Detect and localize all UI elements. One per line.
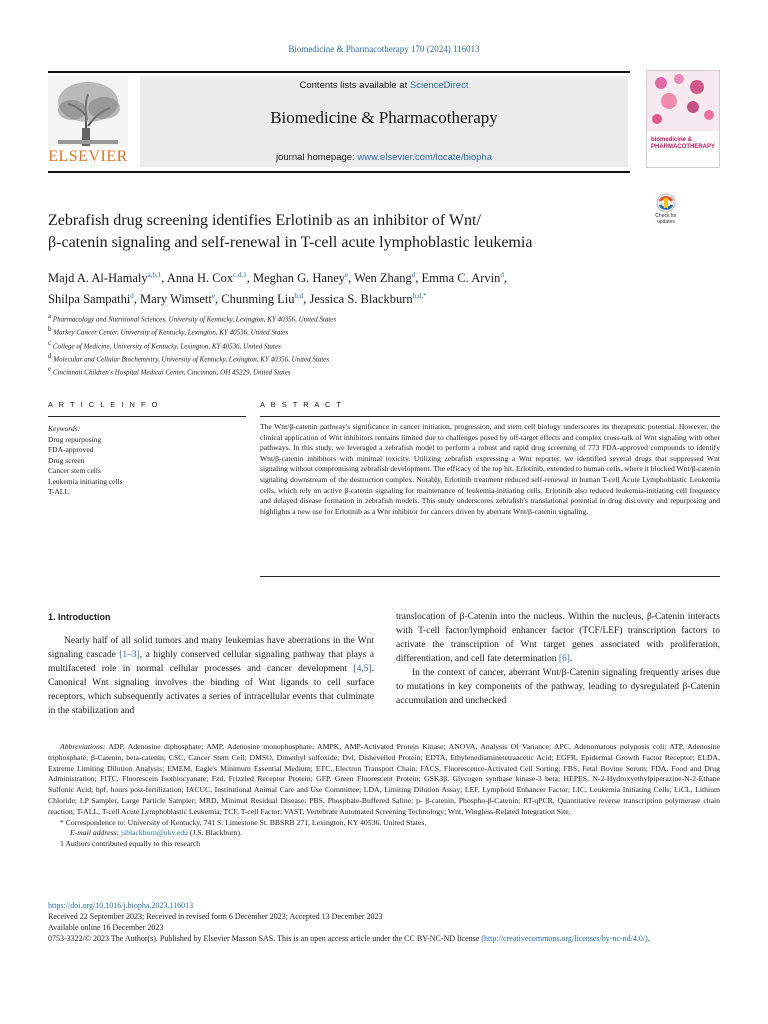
correspondence-footnote: * Correspondence to: University of Kentucky, 741 S. Limestone St. BBSRB 271, Lexington, KY 40536, United States. bbox=[60, 817, 427, 827]
abstract-rule bbox=[260, 416, 720, 417]
header-rule-top bbox=[48, 71, 630, 73]
article-info-rule bbox=[48, 416, 246, 417]
author-line-1: Majd A. Al-Hamaly$^{a,b,1}$, Anna H. Cox$^{c,d,1}$, Meghan G. Haney$^e$, Wen Zhang$^d$, Emma C. Arvin$^d$, bbox=[48, 271, 507, 286]
keyword-item: Drug screen bbox=[48, 455, 85, 465]
citation-link[interactable]: [4,5] bbox=[353, 664, 372, 674]
abstract-text: The Wnt/β-catenin pathway's significance in cancer initiation, progression, and stem cell biology underscores its therapeutic potential. However, the clinical application of Wnt inhibitors remains limited due to challenges posed by off-target effects and complex cross-talk of Wnt signaling with other pathways. In this study, we leveraged a zebrafish model to perform a robust and rapid drug screening of 773 FDA-approved compounds to identify Wnt/β-catenin inhibitors with minimal toxicity. Utilizing zebrafish expressing a Wnt reporter, we identified several drugs that suppressed Wnt signaling without compromising zebrafish development. The efficacy of the top hit, Erlotinib, extended to human cells, where it blocked Wnt/β-catenin signaling downstream of the destruction complex. Notably, Erlotinib treatment reduced self-renewal in human T-cell Acute Lymphoblastic Leukemia cells, which rely on active β-catenin signaling for maintenance of leukemia-initiating cells. Erlotinib also reduced leukemia-initiating cell frequency and delayed disease formation in zebrafish models. This study underscores zebrafish's translational potential in drug discovery and repurposing and highlights a new use for Erlotinib as a Wnt inhibitor for cancers driven by aberrant Wnt/β-catenin signaling. bbox=[260, 422, 720, 516]
abstract-heading: A B S T R A C T bbox=[260, 400, 343, 409]
doi-link[interactable]: https://doi.org/10.1016/j.biopha.2023.116013 bbox=[48, 901, 194, 910]
abbreviations-footnote bbox=[48, 742, 720, 818]
affiliation-item bbox=[48, 311, 648, 324]
author-affil-sup[interactable]: b,d bbox=[294, 292, 304, 301]
intro-text: , a highly conserved cellular signaling pathway that plays a multifaceted role in normal cellular processes and cancer development bbox=[48, 650, 374, 674]
received-dates: Received 22 September 2023; Received in revised form 6 December 2023; Accepted 13 December 2023 bbox=[48, 912, 383, 921]
author-name[interactable]: Anna H. Cox bbox=[166, 271, 234, 286]
affiliation-text: College of Medicine, University of Kentucky, Lexington, KY 40536, United States bbox=[52, 341, 281, 350]
introduction-heading: 1. Introduction bbox=[48, 612, 111, 622]
license-link[interactable]: (http://creativecommons.org/licenses/by-nc-nd/4.0/) bbox=[481, 934, 648, 943]
article-info-heading: A R T I C L E I N F O bbox=[48, 400, 160, 409]
affiliation-text: Molecular and Cellular Biochemistry, University of Kentucky, Lexington, KY 40356, United States bbox=[53, 355, 330, 364]
journal-title: Biomedicine & Pharmacotherapy bbox=[270, 108, 498, 127]
elsevier-wordmark: ELSEVIER bbox=[48, 148, 128, 165]
affiliation-item bbox=[48, 338, 648, 351]
affiliation-key: a bbox=[48, 312, 52, 320]
cover-art bbox=[647, 71, 719, 167]
email-label: E-mail address: bbox=[70, 828, 121, 838]
author-name[interactable]: Jessica S. Blackburn bbox=[309, 292, 413, 307]
license-statement: 0753-3322/© 2023 The Author(s). Published by Elsevier Masson SAS. This is an open access article under the CC BY-NC-ND license bbox=[48, 934, 480, 943]
intro-text: . Canonical Wnt signaling involves the binding of Wnt ligands to cell surface receptors, which subsequently activates a series of intracellular events that culminate in the stabilization and bbox=[48, 664, 374, 716]
affiliation-text: Markey Cancer Center, University of Kentucky, Lexington, KY 40536, United States bbox=[53, 328, 289, 337]
contents-prefix: Contents lists available at bbox=[299, 80, 410, 91]
affiliation-item bbox=[48, 351, 648, 364]
cover-title: biomedicine & PHARMACOTHERAPY bbox=[651, 137, 716, 150]
intro-right-column bbox=[396, 610, 720, 708]
author-affil-sup[interactable]: e bbox=[211, 292, 215, 301]
email-footnote bbox=[48, 828, 720, 839]
author-affil-sup[interactable]: a,b,1 bbox=[147, 271, 162, 279]
intro-text: translocation of β-Catenin into the nucleus. Within the nucleus, β-Catenin interacts with T-cell factor/lymphoid enhancer factor (TCF/LEF) transcription factors to activate the transcription of Wnt target genes associated with proliferation, differentiation, and cell fate determination bbox=[396, 612, 720, 664]
author-name[interactable]: Shilpa Sampathi bbox=[48, 292, 131, 307]
author-name[interactable]: Emma C. Arvin bbox=[421, 271, 501, 286]
author-affil-sup[interactable]: b,d,* bbox=[412, 292, 427, 301]
author-name[interactable]: Meghan G. Haney bbox=[253, 271, 345, 286]
author-affil-sup[interactable]: d bbox=[411, 271, 416, 279]
affiliation-text: Cincinnati Children's Hospital Medical Center, Cincinnati, OH 45229, United States bbox=[52, 368, 291, 377]
affiliation-item bbox=[48, 364, 648, 377]
affiliation-text: Pharmacology and Nutritional Sciences, University of Kentucky, Lexington, KY 40356, United States bbox=[52, 315, 337, 324]
affiliation-key: e bbox=[48, 365, 52, 374]
intro-paragraph-continued bbox=[396, 610, 720, 666]
check-for-updates-label: Check for updates bbox=[655, 213, 677, 225]
affiliation-key: d bbox=[48, 351, 52, 360]
homepage-prefix: journal homepage: bbox=[276, 152, 358, 163]
email-link[interactable]: jsblackburn@uky.edu bbox=[120, 828, 188, 838]
article-title-line-2: β-catenin signaling and self-renewal in T-cell acute lymphoblastic leukemia bbox=[48, 234, 533, 251]
keywords-label: Keywords: bbox=[48, 424, 81, 433]
author-name[interactable]: Majd A. Al-Hamaly bbox=[48, 271, 148, 286]
keywords-block bbox=[48, 424, 246, 498]
article-title-line-1: Zebrafish drug screening identifies Erlotinib as an inhibitor of Wnt/ bbox=[48, 212, 481, 229]
available-online: Available online 16 December 2023 bbox=[48, 923, 164, 932]
contents-line bbox=[140, 80, 628, 91]
article-title bbox=[48, 210, 628, 254]
author-name[interactable]: Wen Zhang bbox=[354, 271, 412, 286]
keyword-item: T-ALL bbox=[48, 487, 69, 496]
homepage-link[interactable]: www.elsevier.com/locate/biopha bbox=[357, 152, 492, 163]
author-affil-sup[interactable]: d bbox=[500, 271, 504, 279]
author-affil-sup[interactable]: e bbox=[345, 271, 349, 279]
email-suffix: (J.S. Blackburn). bbox=[187, 828, 242, 838]
keyword-item: Drug repurposing bbox=[48, 434, 102, 444]
intro-paragraph-2: In the context of cancer, aberrant Wnt/β-Catenin signaling frequently arises due to mutations in key components of the pathway, leading to dysregulated β-Catenin accumulation and unchecked bbox=[396, 668, 720, 706]
affiliation-item bbox=[48, 324, 648, 337]
license-end: . bbox=[647, 934, 650, 943]
intro-text: . bbox=[569, 654, 573, 664]
journal-homepage bbox=[140, 152, 628, 163]
abbreviations-label: Abbreviations: bbox=[60, 742, 106, 751]
citation-link[interactable]: [1–3] bbox=[119, 650, 140, 660]
abstract-end-rule bbox=[260, 576, 720, 577]
author-affil-sup[interactable]: c,d,1 bbox=[233, 271, 247, 279]
author-line-2: Shilpa Sampathi$^d$, Mary Wimsett$^e$, Chunming Liu$^{b,d}$, Jessica S. Blackburn$^{b,d,*}$ bbox=[48, 292, 427, 307]
author-list bbox=[48, 266, 688, 308]
author-name[interactable]: Mary Wimsett bbox=[140, 292, 212, 307]
header-rule-bottom bbox=[48, 171, 630, 173]
intro-paragraph-1 bbox=[48, 634, 374, 718]
sciencedirect-link[interactable]: ScienceDirect bbox=[409, 80, 469, 91]
affiliation-key: b bbox=[48, 325, 52, 334]
intro-text: Nearly half of all solid tumors and many leukemias have aberrations in the Wnt signaling cascade bbox=[48, 636, 374, 660]
citation-link[interactable]: [6] bbox=[558, 654, 570, 664]
affiliation-list bbox=[48, 311, 648, 378]
abbreviations-text: ADP, Adenosine diphosphate; AMP, Adenosine monophosphate; AMPK, AMP-Activated Protein Kinase; ANOVA, Analysis Of Variance; APC, Adenomatous polyposis coli; ATP, Adenosine triphosphate; β-Catenin, beta-catenin; CSC, Cancer Stem Cell; DMSO, Dimethyl sulfoxide; Dvl, Dishevelled Protein; EDTA, Ethylenediaminetetraacetic Acid; EGFR, Epidermal Growth Factor Receptor; ELDA, Extreme Limiting Dilution Analysis; EMEM, Eagle's Minimum Essential Medium; ETC, Electron Transport Chain; FACS, Fluorescence-Activated Cell Sorting; FBS, Fetal Bovine Serum; FDA, Food and Drug Administration; FITC, Fluorescein Isothiocyanate; Fzd, Frizzled Receptor Protein; GFP, Green Fluorescent Protein; GSK3β, Glycogen synthase kinase-3 beta; HEPES, N-2-Hydroxyethylpiperazine-N-2-Ethane Sulfonic Acid; hpf, hours post-fertilization; IACUC, Institutional Animal Care and Use Committee; LDA, Limiting Dilution Assay; LEF, Lymphoid Enhancer Factor; LIC, Leukemia Initiating Cells; LiCL, Lithium Chloride; LP Sampler, Large Particle Sampler; MRD, Minimal Residual Disease; PBS, Phosphate-Buffered Saline; p- β-catenin, Phospho-β-Catenin; RT-qPCR, Quantitative reverse transcription polymerase chain reaction; T-ALL, T-cell Acute Lymphoblastic Leukemia; TCF, T-cell Factor; VAST, Vertebrate Automated Screening Technology; Wnt, Wingless-Related Integration Site. bbox=[48, 742, 720, 816]
doi-block bbox=[48, 900, 720, 944]
affiliation-key: c bbox=[48, 338, 52, 347]
keyword-item: FDA-approved bbox=[48, 445, 94, 454]
keyword-item: Leukemia initiating cells bbox=[48, 476, 123, 486]
journal-reference[interactable]: Biomedicine & Pharmacotherapy 170 (2024) 116013 bbox=[288, 44, 480, 54]
author-name[interactable]: Chunming Liu bbox=[221, 292, 295, 307]
equal-contribution-footnote: 1 Authors contributed equally to this research bbox=[60, 839, 201, 849]
intro-left-column bbox=[48, 634, 374, 718]
journal-cover-image bbox=[646, 70, 720, 168]
keyword-item: Cancer stem cells bbox=[48, 466, 101, 475]
footnotes-block bbox=[48, 742, 720, 850]
author-affil-sup[interactable]: d bbox=[130, 292, 134, 301]
license-text bbox=[48, 933, 720, 944]
